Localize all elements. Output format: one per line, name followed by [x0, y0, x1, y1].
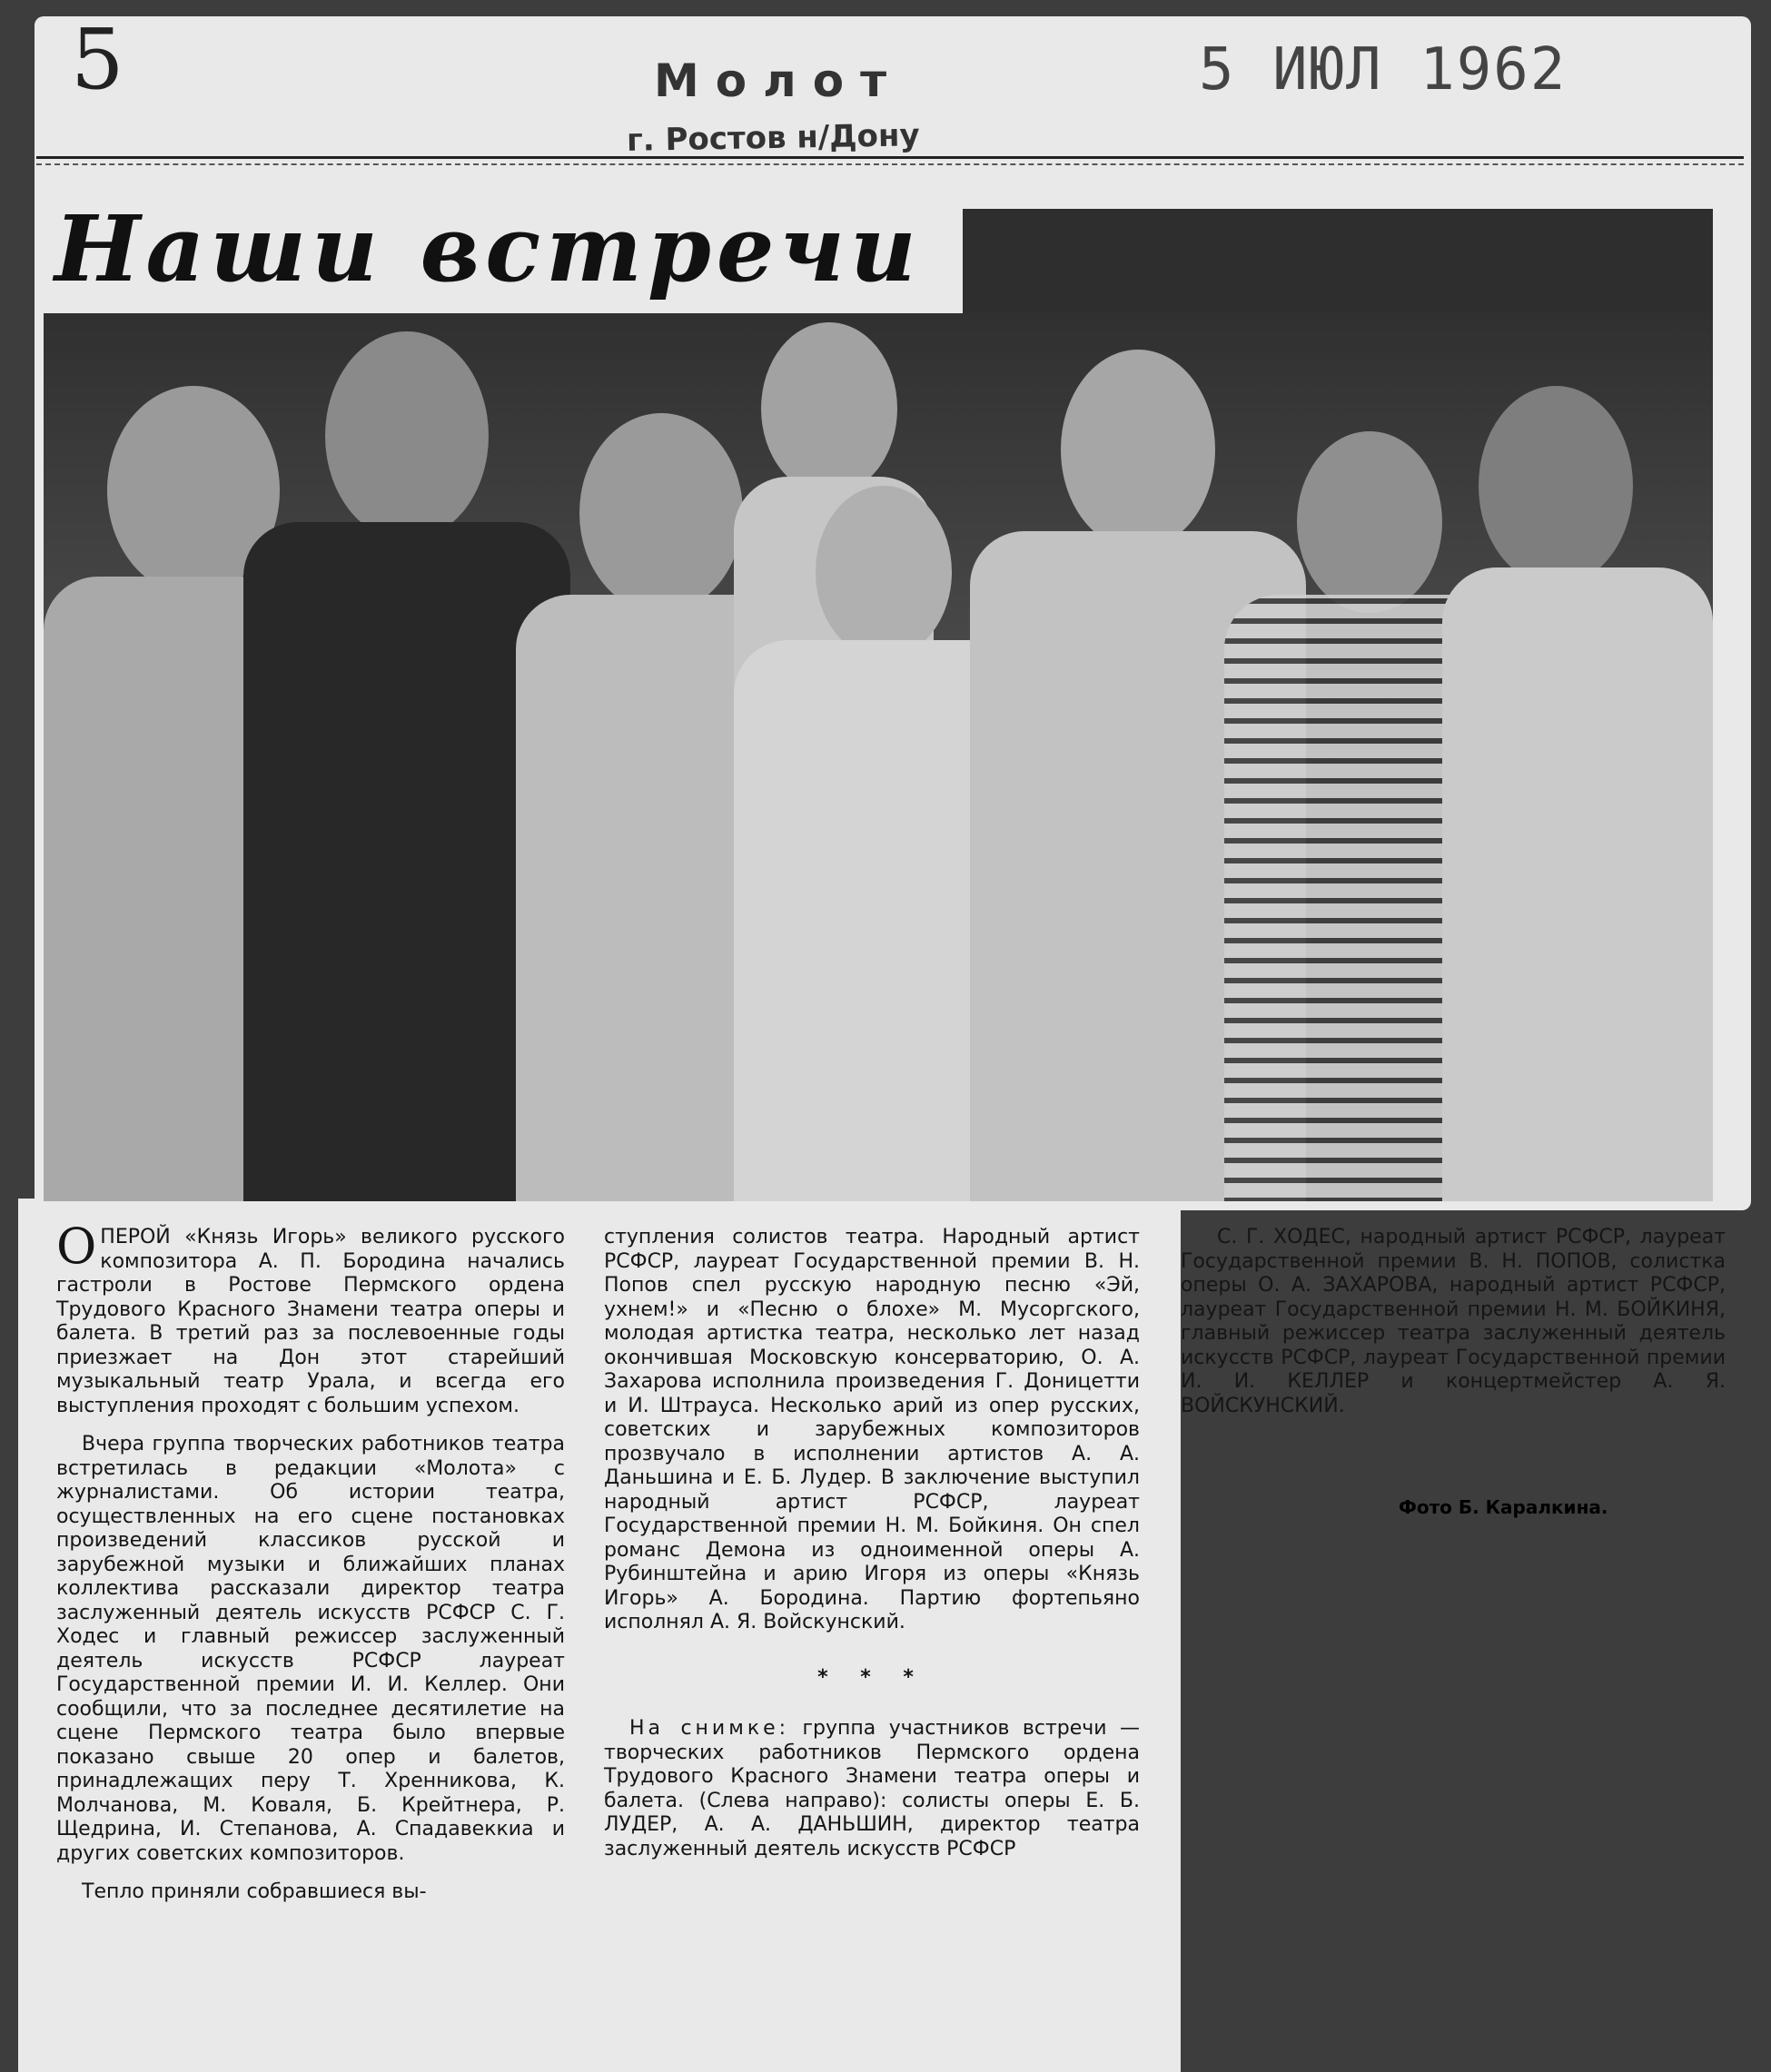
article-column-1: [56, 1218, 565, 1919]
newspaper-name: Молот: [654, 54, 904, 107]
header-rule: [36, 156, 1744, 159]
newspaper-city: г. Ростов н/Дону: [626, 117, 920, 159]
group-photo: [44, 313, 1713, 1201]
caption-part-2: С. Г. ХОДЕС, народный артист РСФСР, лауреат Государственной премии В. Н. ПОПОВ, солистка оперы О. А. ЗАХАРОВА, народный артист РСФСР, лауреат Государственной премии Н. М. БОЙКИНЯ, главный режиссер театра заслуженный деятель искусств РСФСР, лауреат Государственной премии И. И. КЕЛЛЕР и концертмейстер А. Я. ВОЙСКУНСКИЙ.: [1181, 1226, 1726, 1417]
date-stamp: 5 ИЮЛ 1962: [1199, 36, 1568, 104]
photo-credit: Фото Б. Каралкина.: [1399, 1496, 1608, 1518]
separator-stars: * * *: [817, 1665, 926, 1689]
photo-top-strip: [963, 209, 1713, 318]
header-rule-dashed: [36, 163, 1744, 165]
article-headline: Наши встречи: [54, 195, 922, 302]
article-column-2: [604, 1226, 1140, 1876]
person-8: [1442, 386, 1713, 1201]
issue-number: 5: [71, 11, 124, 108]
article-column-3: [1181, 1226, 1726, 1433]
paragraph-3: Тепло приняли собравшиеся вы-: [82, 1880, 427, 1903]
caption-lead: На снимке:: [629, 1717, 790, 1740]
dropcap: О: [56, 1218, 97, 1275]
paragraph-2: Вчера группа творческих работников театра встретилась в редакции «Молота» с журналистами. Об истории театра, осуществленных на его сцене постановках произведений классиков русской и зарубежной музыки и ближайших планах коллектива рассказали директор театра заслуженный деятель искусств РСФСР С. Г. Ходес и главный режиссер заслуженный деятель искусств РСФСР лауреат Государственной премии И. И. Келлер. Они сообщили, что за последнее десятилетие на сцене Пермского театра было впервые показано свыше 20 опер и балетов, принадлежащих перу Т. Хренникова, К. Молчанова, М. Коваля, Б. Крейтнера, Р. Щедрина, И. Степанова, А. Спадавеккиа и других советских композиторов.: [56, 1433, 565, 1865]
paragraph-1: ПЕРОЙ «Князь Игорь» великого русского композитора А. П. Бородина начались гастроли в Ростове Пермского ордена Трудового Красного Знамени театра оперы и балета. В третий раз за послевоенные годы приезжает на Дон этот старейший музыкальный театр Урала, и всегда его выступления проходят с большим успехом.: [56, 1226, 565, 1417]
paragraph-4: ступления солистов театра. Народный артист РСФСР, лауреат Государственной премии В. Н. Попов спел русскую народную песню «Эй, ухнем!» и «Песню о блохе» М. Мусоргского, молодая артистка театра, несколько лет назад окончившая Московскую консерваторию, О. А. Захарова исполнила произведения Г. Доницетти и И. Штрауса. Несколько арий из опер русских, советских и зарубежных композиторов прозвучало в исполнении артистов А. А. Даньшина и Е. Б. Лудер. В заключение выступил народный артист РСФСР, лауреат Государственной премии Н. М. Бойкиня. Он спел романс Демона из одноименной оперы А. Рубинштейна и арию Игоря из оперы «Князь Игорь» А. Бородина. Партию фортепьяно исполнял А. Я. Войскунский.: [604, 1226, 1140, 1633]
caption-part-1: группа участников встречи — творческих работников Пермского ордена Трудового Красного Знамени театра оперы и балета. (Слева направо): солисты оперы Е. Б. ЛУДЕР, А. А. ДАНЬШИН, директор театра заслуженный деятель искусств РСФСР: [604, 1717, 1140, 1860]
